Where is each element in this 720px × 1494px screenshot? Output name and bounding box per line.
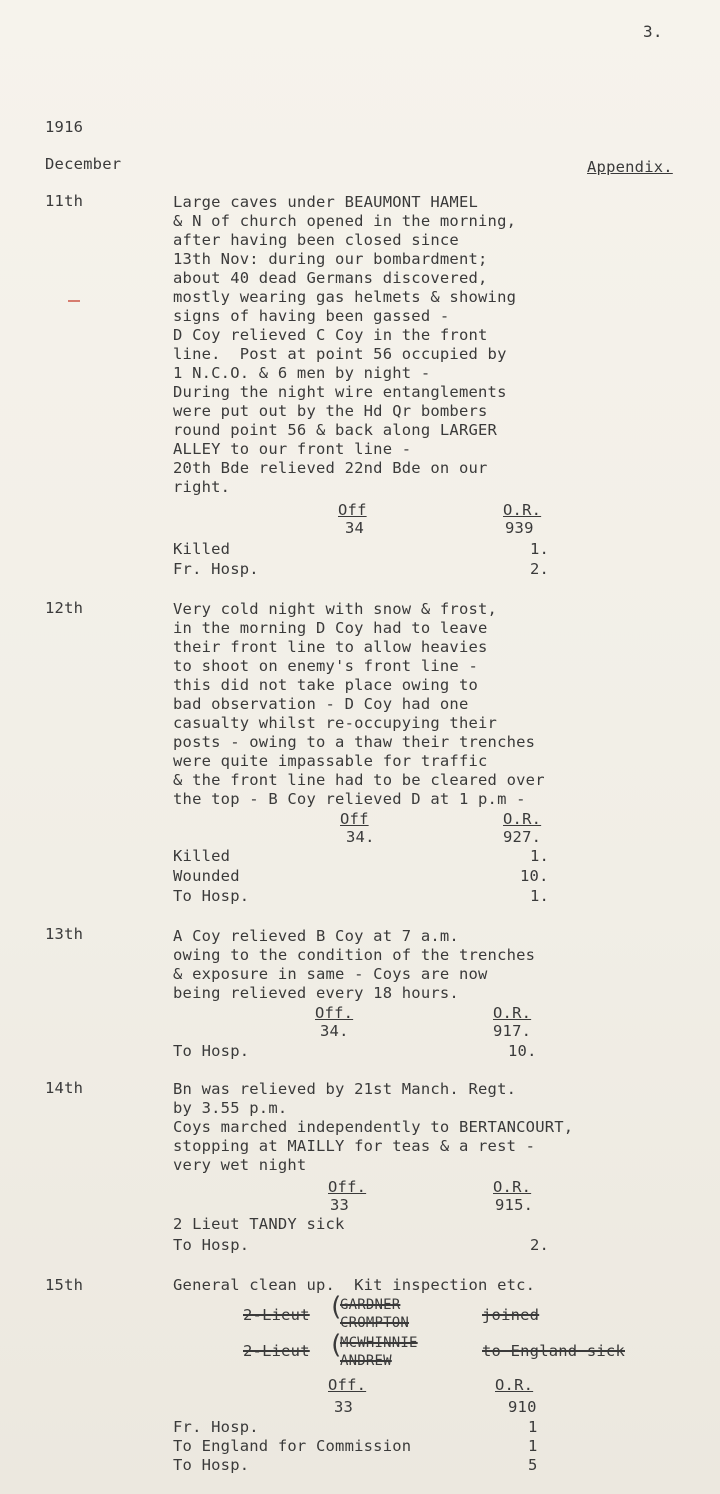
casualty-label: To Hosp. [173,1456,250,1474]
entry-line: very wet night [173,1156,307,1174]
entry-line: Large caves under BEAUMONT HAMEL [173,193,479,211]
appendix-heading: Appendix. [587,158,673,176]
entry-line: to shoot on enemy's front line - [173,657,479,675]
casualty-value: 1. [530,540,550,558]
entry-line: Coys marched independently to BERTANCOURT, [173,1118,574,1136]
entry-line: the top - B Coy relieved D at 1 p.m - [173,790,526,808]
off-strength: 34. [320,1022,349,1040]
casualty-label: Wounded [173,867,240,885]
casualty-label: To Hosp. [173,1042,250,1060]
struck-name: MCWHINNIE [340,1335,418,1351]
casualty-value: 1 [528,1437,538,1455]
entry-date-14th: 14th [45,1079,84,1097]
entry-line: posts - owing to a thaw their trenches [173,733,536,751]
off-strength: 33 [330,1196,350,1214]
or-label: O.R. [503,810,542,828]
casualty-label: To Hosp. [173,887,250,905]
casualty-label: 2 Lieut TANDY sick [173,1215,345,1233]
entry-line: were put out by the Hd Qr bombers [173,402,488,420]
off-strength: 33 [334,1398,354,1416]
entry-line: bad observation - D Coy had one [173,695,469,713]
struck-rank: 2-Lieut [243,1342,310,1360]
month-heading: December [45,155,122,173]
brace: ( [328,1330,344,1360]
entry-line: Bn was relieved by 21st Manch. Regt. [173,1080,517,1098]
struck-rank: 2-Lieut [243,1306,310,1324]
or-label: O.R. [495,1376,534,1394]
entry-line: General clean up. Kit inspection etc. [173,1276,536,1294]
entry-line: being relieved every 18 hours. [173,984,459,1002]
entry-date-13th: 13th [45,925,84,943]
casualty-value: 10. [508,1042,537,1060]
off-strength: 34. [346,828,375,846]
or-strength: 927. [503,828,542,846]
entry-line: casualty whilst re-occupying their [173,714,498,732]
entry-line: this did not take place owing to [173,676,479,694]
casualty-label: Killed [173,540,231,558]
entry-line: & the front line had to be cleared over [173,771,545,789]
casualty-label: To England for Commission [173,1437,412,1455]
year-heading: 1916 [45,118,84,136]
casualty-label: Fr. Hosp. [173,1418,259,1436]
entry-line: & N of church opened in the morning, [173,212,517,230]
or-label: O.R. [493,1004,532,1022]
brace: ( [328,1292,344,1322]
entry-date-11th: 11th [45,192,84,210]
or-label: O.R. [493,1178,532,1196]
off-label: Off. [315,1004,354,1022]
entry-line: 13th Nov: during our bombardment; [173,250,488,268]
or-strength: 910 [508,1398,537,1416]
off-label: Off [340,810,369,828]
entry-date-12th: 12th [45,599,84,617]
entry-line: in the morning D Coy had to leave [173,619,488,637]
entry-line: by 3.55 p.m. [173,1099,288,1117]
entry-line: D Coy relieved C Coy in the front [173,326,488,344]
entry-line: 1 N.C.O. & 6 men by night - [173,364,431,382]
page-number: 3. [643,22,663,41]
off-label: Off. [328,1376,367,1394]
casualty-label: Fr. Hosp. [173,560,259,578]
struck-status: joined [482,1306,540,1324]
entry-line: owing to the condition of the trenches [173,946,536,964]
entry-line: During the night wire entanglements [173,383,507,401]
entry-line: Very cold night with snow & frost, [173,600,498,618]
casualty-value: 5 [528,1456,538,1474]
entry-line: 20th Bde relieved 22nd Bde on our [173,459,488,477]
red-margin-mark [68,300,80,302]
off-label: Off. [328,1178,367,1196]
entry-line: mostly wearing gas helmets & showing [173,288,517,306]
casualty-value: 2. [530,560,550,578]
entry-line: line. Post at point 56 occupied by [173,345,507,363]
entry-date-15th: 15th [45,1276,84,1294]
entry-line: were quite impassable for traffic [173,752,488,770]
entry-line: ALLEY to our front line - [173,440,412,458]
or-label: O.R. [503,501,542,519]
casualty-value: 1 [528,1418,538,1436]
casualty-label: To Hosp. [173,1236,250,1254]
or-strength: 915. [495,1196,534,1214]
entry-line: signs of having been gassed - [173,307,450,325]
off-strength: 34 [345,519,365,537]
struck-status: to England sick [482,1342,625,1360]
or-strength: 939 [505,519,534,537]
entry-line: after having been closed since [173,231,459,249]
entry-line: round point 56 & back along LARGER [173,421,498,439]
struck-name: CROMPTON [340,1315,410,1331]
casualty-label: Killed [173,847,231,865]
casualty-value: 2. [530,1236,550,1254]
entry-line: their front line to allow heavies [173,638,488,656]
or-strength: 917. [493,1022,532,1040]
entry-line: & exposure in same - Coys are now [173,965,488,983]
entry-line: stopping at MAILLY for teas & a rest - [173,1137,536,1155]
casualty-value: 10. [520,867,549,885]
casualty-value: 1. [530,887,550,905]
off-label: Off [338,501,367,519]
entry-line: right. [173,478,231,496]
casualty-value: 1. [530,847,550,865]
entry-line: about 40 dead Germans discovered, [173,269,488,287]
struck-name: ANDREW [340,1353,392,1369]
entry-line: A Coy relieved B Coy at 7 a.m. [173,927,459,945]
struck-name: GARDNER [340,1297,401,1313]
